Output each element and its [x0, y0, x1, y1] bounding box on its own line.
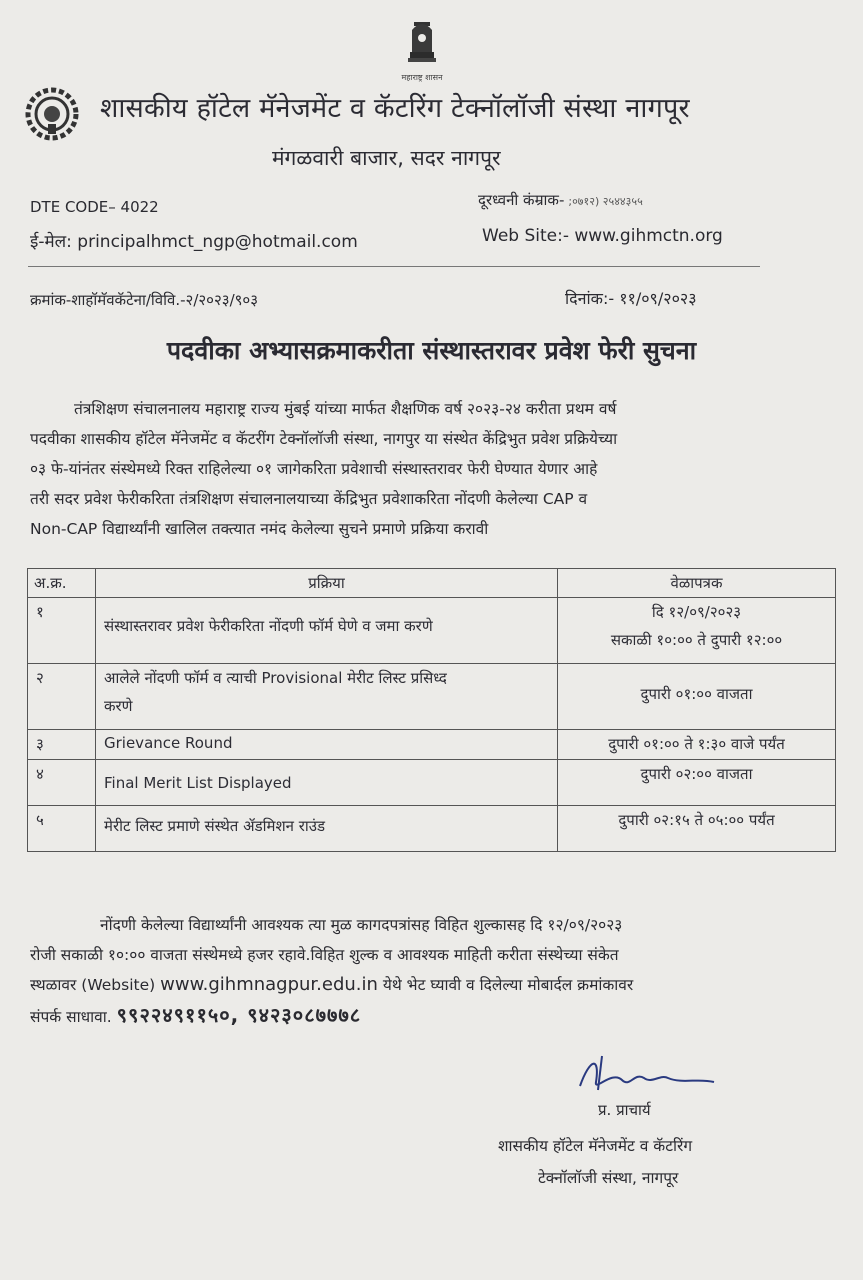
row-schedule: दुपारी ०१:०० ते १:३० वाजे पर्यंत [558, 730, 836, 760]
header-process: प्रक्रिया [96, 569, 558, 598]
intro-line: तंत्रशिक्षण संचालनालय महाराष्ट्र राज्य मुंबई यांच्या मार्फत शैक्षणिक वर्ष २०२३-२४ करीता प्रथम वर्ष [74, 400, 617, 418]
table-row [28, 806, 836, 852]
reference-number: क्रमांक-शाहॉमॅवकॅटेना/विवि.-२/२०२३/९०३ [30, 291, 259, 309]
contact-numbers: ९९२२४९११५०, ९४२३०८७७७८ [116, 1003, 362, 1027]
schedule-table [27, 568, 836, 852]
closing-line: रोजी सकाळी १०:०० वाजता संस्थेमध्ये हजर रहावे.विहित शुल्क व आवश्यक माहिती करीता संस्थेच्या संकेत [30, 946, 619, 964]
phone-label: दूरध्वनी कंम्राक- [478, 191, 565, 209]
intro-line: ०३ फे-यांनंतर संस्थेमध्ये रिक्त राहिलेल्या ०१ जागेकरिता प्रवेशाची संस्थास्तरावर फेरी घेण्यात येणार आहे [30, 460, 598, 478]
header-divider [28, 266, 760, 267]
institute-name: शासकीय हॉटेल मॅनेजमेंट व कॅटरिंग टेक्नॉलॉजी संस्था नागपूर [100, 93, 690, 124]
notice-title: पदवीका अभ्यासक्रमाकरीता संस्थास्तरावर प्रवेश फेरी सुचना [166, 336, 697, 365]
table-row [28, 730, 836, 760]
intro-paragraph [30, 394, 830, 544]
row-process [96, 664, 558, 730]
schedule-time: सकाळी १०:०० ते दुपारी १२:०० [610, 631, 783, 649]
dte-code: DTE CODE– 4022 [30, 198, 159, 216]
state-emblem [392, 16, 452, 82]
signatory-institute: शासकीय हॉटेल मॅनेजमेंट व कॅटरिंग [498, 1137, 693, 1155]
row-process [96, 806, 558, 852]
website-line: Web Site:- www.gihmctn.org [482, 226, 723, 246]
email-line: ई-मेल: principalhmct_ngp@hotmail.com [30, 232, 358, 252]
table-row [28, 598, 836, 664]
header-serial: अ.क्र. [28, 569, 96, 598]
intro-line: पदवीका शासकीय हॉटेल मॅनेजमेंट व कॅटरींग टेक्नॉलॉजी संस्था, नागपुर या संस्थेत केंद्रिभुत प्रवेश प्रक्रियेच्या [30, 430, 618, 448]
row-process: Grievance Round [96, 730, 558, 760]
process-text-cont: करणे [104, 697, 133, 715]
schedule-text: दुपारी ०१:०० वाजता [640, 685, 753, 703]
closing-text: स्थळावर (Website) [30, 976, 161, 994]
row-serial: ४ [28, 760, 96, 806]
intro-line: तरी सदर प्रवेश फेरीकरिता तंत्रशिक्षण संचालनालयाच्या केंद्रिभुत प्रवेशाकरिता नोंदणी केलेल्या CAP व [30, 490, 588, 508]
row-schedule: दुपारी ०२:०० वाजता [558, 760, 836, 806]
row-serial: १ [28, 598, 96, 664]
closing-line: नोंदणी केलेल्या विद्यार्थ्यांनी आवश्यक त्या मुळ कागदपत्रांसह विहित शुल्कासह दि १२/०९/२०२३ [100, 916, 623, 934]
closing-text: येथे भेट घ्यावी व दिलेल्या मोबार्दल क्रमांकावर [377, 976, 634, 994]
intro-line: Non-CAP विद्यार्थ्यांनी खालिल तक्त्यात नमंद केलेल्या सुचने प्रमाणे प्रक्रिया करावी [30, 520, 489, 538]
signatory-institute-cont: टेक्नॉलॉजी संस्था, नागपूर [538, 1169, 679, 1187]
header-schedule: वेळापत्रक [558, 569, 836, 598]
process-text: Final Merit List Displayed [104, 774, 292, 792]
table-row [28, 664, 836, 730]
principal-signature [572, 1052, 722, 1098]
row-schedule [558, 598, 836, 664]
lion-capital-icon [392, 16, 452, 72]
row-process [96, 760, 558, 806]
row-serial: २ [28, 664, 96, 730]
closing-paragraph [30, 910, 830, 1032]
row-process [96, 598, 558, 664]
closing-text: संपर्क साधावा. [30, 1008, 117, 1026]
institute-website-link[interactable]: www.gihmnagpur.edu.in [160, 974, 378, 995]
closing-line [30, 1000, 830, 1032]
table-row [28, 760, 836, 806]
closing-line [30, 970, 830, 1000]
signatory-title: प्र. प्राचार्य [598, 1101, 651, 1119]
institute-address: मंगळवारी बाजार, सदर नागपूर [272, 146, 501, 170]
emblem-caption: महाराष्ट्र शासन [401, 73, 443, 82]
process-text: संस्थास्तरावर प्रवेश फेरीकरिता नोंदणी फॉर्म घेणे व जमा करणे [104, 617, 433, 635]
row-serial: ५ [28, 806, 96, 852]
table-header-row [28, 569, 836, 598]
gear-logo-icon [24, 84, 80, 144]
phone-line [478, 190, 643, 210]
process-text: मेरीट लिस्ट प्रमाणे संस्थेत ॲडमिशन राउंड [104, 817, 326, 835]
reference-date: दिनांक:- ११/०९/२०२३ [565, 289, 697, 308]
institute-logo [24, 84, 80, 144]
schedule-date: दि १२/०९/२०२३ [651, 603, 742, 621]
process-text: आलेले नोंदणी फॉर्म व त्याची Provisional मेरीट लिस्ट प्रसिध्द [104, 669, 447, 687]
phone-number: ;०७१२) २५४४३५५ [568, 195, 643, 208]
row-schedule: दुपारी ०२:१५ ते ०५:०० पर्यंत [558, 806, 836, 852]
row-schedule [558, 664, 836, 730]
signature-scribble-icon [572, 1052, 722, 1098]
row-serial: ३ [28, 730, 96, 760]
